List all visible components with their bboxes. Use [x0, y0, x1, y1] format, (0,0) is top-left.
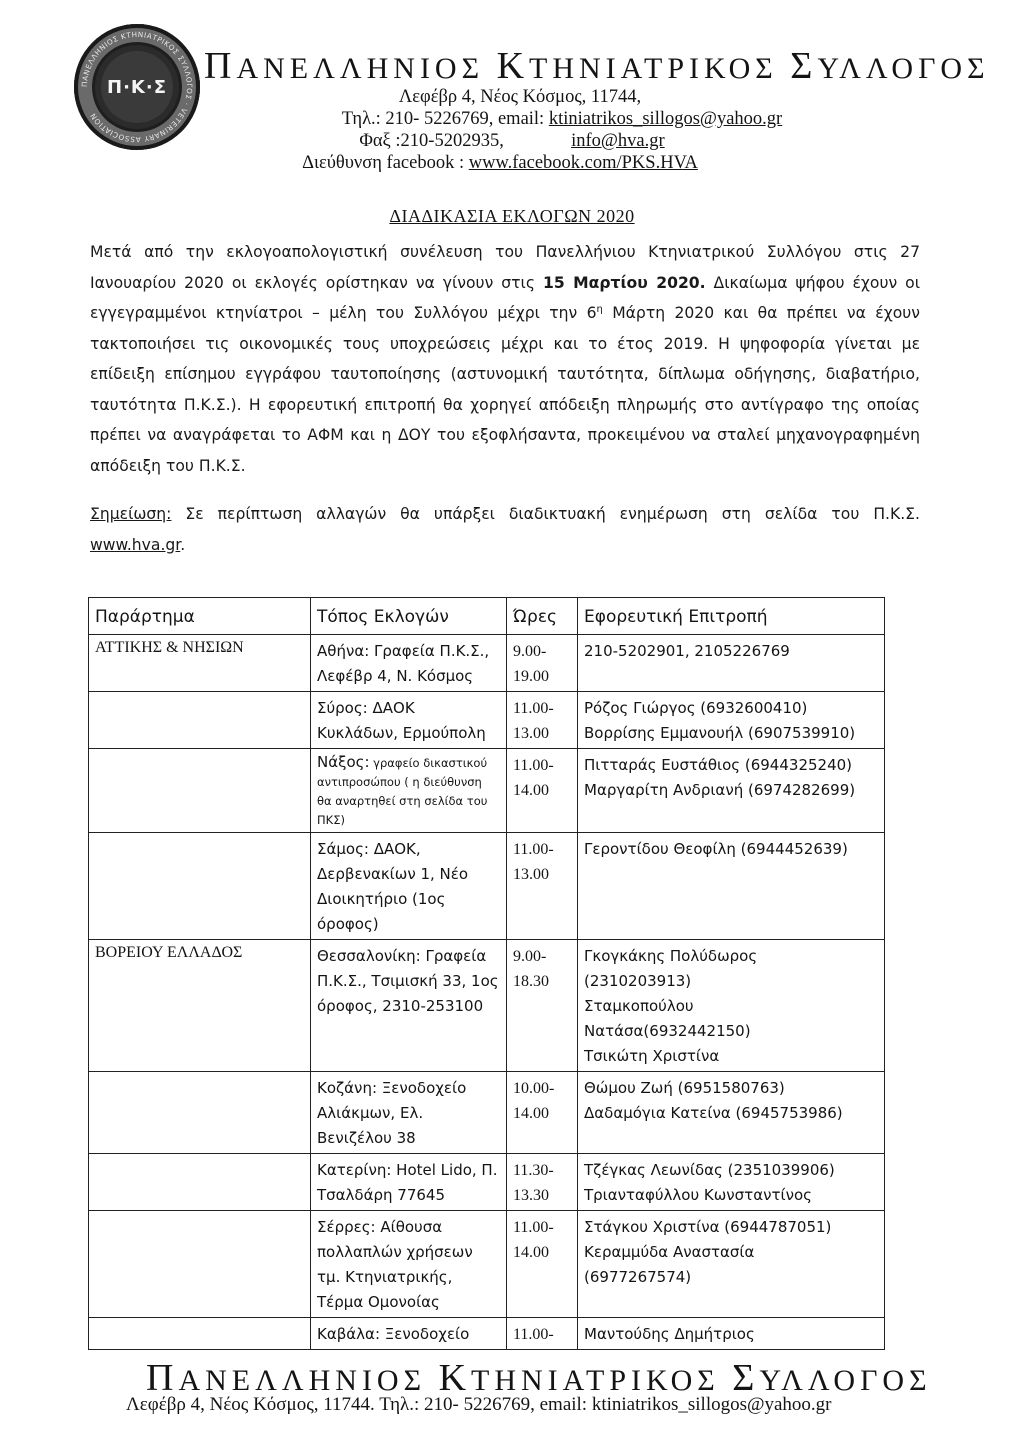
place-city: Σύρος:: [317, 699, 368, 717]
place-city: Καβάλα:: [317, 1325, 381, 1343]
place-details: ΔΑΟΚ Κυκλάδων, Ερμούπολη: [317, 699, 486, 742]
cell-branch: [89, 1072, 311, 1154]
cell-place: [311, 1211, 507, 1318]
place-details: Γραφεία Π.Κ.Σ., Τσιμισκή 33, 1ος όροφος, 2310-253100: [317, 947, 499, 1015]
place-city: Σέρρες:: [317, 1218, 376, 1236]
cell-committee: [578, 833, 885, 940]
email-link[interactable]: ktiniatrikos_sillogos@yahoo.gr: [548, 109, 783, 129]
committee-member: Βορρίσης Εμμανουήλ (6907539910): [584, 724, 856, 742]
table-body: [89, 635, 885, 1350]
place-details: Ξενοδοχείο Αλιάκμων, Ελ. Βενιζέλου 38: [317, 1079, 467, 1147]
cell-hours: [507, 1072, 578, 1154]
cell-place: [311, 940, 507, 1072]
note-text: Σε περίπτωση αλλαγών θα υπάρξει διαδικτυακή ενημέρωση στη σελίδα του Π.Κ.Σ.: [171, 505, 920, 523]
cell-place: [311, 1072, 507, 1154]
cell-branch: ΒΟΡΕΙΟΥ ΕΛΛΑΔΟΣ: [89, 940, 311, 1072]
cell-committee: [578, 940, 885, 1072]
address-text: Λεφέβρ 4, Νέος Κόσμος, 11744,: [398, 87, 642, 107]
place-city: Κατερίνη:: [317, 1161, 392, 1179]
place-city: Νάξος:: [317, 753, 370, 771]
place-details: ΔΑΟΚ, Δερβενακίων 1, Νέο Διοικητήριο (1ος όροφος): [317, 840, 469, 933]
cell-branch: [89, 1211, 311, 1318]
header-hours: Ώρες: [507, 598, 578, 635]
header-committee: Εφορευτική Επιτροπή: [578, 598, 885, 635]
cell-hours: [507, 1211, 578, 1318]
election-date: 15 Μαρτίου 2020.: [542, 273, 706, 292]
phone-text: Τηλ.: 210- 5226769, email:: [341, 109, 549, 129]
cell-place: [311, 635, 507, 692]
hours-line: 11.00-: [513, 757, 554, 774]
hours-line: 11.30-: [513, 1162, 554, 1179]
paragraph-part-3: Μάρτη 2020 και θα πρέπει να έχουν τακτοποιήσει τις οικονομικές τους υποχρεώσεις μέχρι και το έτος 2019. Η ψηφοφορία γίνεται με επίδειξη επίσημου εγγράφου ταυτοποίησης (αστυνομική ταυτότητα, δίπλωμα οδήγησης, διαβατήριο, ταυτότητα Π.Κ.Σ.). Η εφορευτική επιτροπή θα χορηγεί απόδειξη πληρωμής στο αντίγραφο της οποίας πρέπει να αναγράφεται το ΑΦΜ και η ΔΟΥ του εξοφλήσαντα, προκειμένου να σταλεί μηχανογραφημένη απόδειξη του Π.Κ.Σ.: [90, 304, 920, 475]
hours-line: 13.30: [513, 1187, 549, 1204]
footer-org-word-2: ΚΤΗΝΙΑΤΡΙΚΟΣ: [438, 1357, 720, 1399]
svg-text:ΠΑΝΕΛΛΗΝΙΟΣ ΚΤΗΝΙΑΤΡΙΚΟΣ ΣΥΛΛΟ: ΠΑΝΕΛΛΗΝΙΟΣ ΚΤΗΝΙΑΤΡΙΚΟΣ ΣΥΛΛΟΓΟΣ · VETERINARY ASSOCIATION: [79, 29, 195, 145]
website-link[interactable]: www.hva.gr: [90, 535, 181, 554]
place-city: Σάμος:: [317, 840, 369, 858]
place-city: Κοζάνη:: [317, 1079, 377, 1097]
facebook-link[interactable]: www.facebook.com/PKS.HVA: [468, 153, 698, 173]
hours-line: 11.00-: [513, 841, 554, 858]
cell-place: [311, 833, 507, 940]
header-place: Τόπος Εκλογών: [311, 598, 507, 635]
facebook-label: Διεύθυνση facebook :: [302, 153, 469, 173]
cell-branch: [89, 692, 311, 749]
committee-member: Μαντούδης Δημήτριος: [584, 1325, 755, 1343]
note-label: Σημείωση:: [90, 505, 172, 523]
cell-branch: [89, 1318, 311, 1350]
place-details: Αίθουσα πολλαπλών χρήσεων τμ. Κτηνιατρικής, Τέρμα Ομονοίας: [317, 1218, 473, 1311]
committee-member: Τσικώτη Χριστίνα: [584, 1047, 720, 1065]
hours-line: 11.00-: [513, 700, 554, 717]
paragraph-part-1: Μετά από την εκλογοαπολογιστική συνέλευση του Πανελλήνιου Κτηνιατρικού Συλλόγου στις 27 Ιανουαρίου 2020 οι εκλογές ορίστηκαν να γίνουν στις: [90, 243, 920, 292]
org-name-word-2: ΚΤΗΝΙΑΤΡΙΚΟΣ: [496, 45, 778, 87]
fax-line: [0, 131, 1024, 152]
seal-center-text: Π·Κ·Σ: [101, 51, 173, 123]
note-paragraph: [90, 499, 920, 560]
hours-line: 11.00-: [513, 1326, 554, 1343]
committee-member: (6977267574): [584, 1268, 692, 1286]
fax-text: Φαξ :210-5202935,: [359, 131, 504, 151]
cell-hours: [507, 692, 578, 749]
table-row: [89, 635, 885, 692]
election-locations-table: [88, 597, 885, 1350]
table-row: [89, 940, 885, 1072]
footer-org-word-3: ΣΥΛΛΟΓΟΣ: [732, 1357, 932, 1399]
footer-contact-line: Λεφέβρ 4, Νέος Κόσμος, 11744. Τηλ.: 210- 5226769, email: ktiniatrikos_sillogos@yahoo.gr: [126, 1394, 832, 1415]
cell-committee: [578, 635, 885, 692]
superscript: η: [596, 303, 603, 315]
header-branch: Παράρτημα: [89, 598, 311, 635]
address-line: [0, 87, 1024, 108]
paragraph-part-2: Δικαίωμα ψήφου έχουν οι εγγεγραμμένοι κτηνίατροι – μέλη του Συλλόγου μέχρι την 6: [90, 273, 921, 322]
committee-member: 210-5202901, 2105226769: [584, 642, 790, 660]
facebook-line: [0, 153, 1024, 174]
note-end: .: [180, 535, 186, 554]
footer-org-word-1: ΠΑΝΕΛΛΗΝΙΟΣ: [146, 1357, 427, 1399]
cell-committee: [578, 749, 885, 833]
committee-member: Τριανταφύλλου Κωνσταντίνος: [584, 1186, 812, 1204]
committee-member: (2310203913): [584, 972, 692, 990]
phone-email-line: [0, 109, 1024, 130]
committee-member: Σταμκοπούλου: [584, 997, 694, 1015]
hours-line: 9.00-: [513, 643, 547, 660]
body-text: [90, 237, 920, 560]
table-row: [89, 749, 885, 833]
table-row: [89, 1072, 885, 1154]
committee-member: Πιτταράς Ευστάθιος (6944325240): [584, 756, 853, 774]
committee-member: Στάγκου Χριστίνα (6944787051): [584, 1218, 832, 1236]
place-details: Ξενοδοχείο: [380, 1325, 470, 1343]
cell-committee: [578, 1211, 885, 1318]
hours-line: 13.00: [513, 725, 549, 742]
cell-branch: [89, 833, 311, 940]
committee-member: Μαργαρίτη Ανδριανή (6974282699): [584, 781, 856, 799]
table-row: [89, 1318, 885, 1350]
cell-place: [311, 692, 507, 749]
main-paragraph: [90, 237, 920, 481]
table-row: [89, 1211, 885, 1318]
org-name-header: [204, 44, 990, 88]
cell-committee: [578, 692, 885, 749]
place-city: Θεσσαλονίκη:: [317, 947, 421, 965]
cell-place: [311, 749, 507, 833]
committee-member: Τζέγκας Λεωνίδας (2351039906): [584, 1161, 835, 1179]
cell-hours: [507, 1154, 578, 1211]
cell-hours: [507, 940, 578, 1072]
info-email-link[interactable]: info@hva.gr: [571, 131, 665, 151]
committee-member: Ρόζος Γιώργος (6932600410): [584, 699, 808, 717]
hours-line: 14.00: [513, 1244, 549, 1261]
hours-line: 18.30: [513, 973, 549, 990]
cell-branch: [89, 1154, 311, 1211]
place-details: Hotel Lido, Π. Τσαλδάρη 77645: [317, 1161, 498, 1204]
committee-member: Θώμου Ζωή (6951580763): [584, 1079, 785, 1097]
table-row: [89, 1154, 885, 1211]
cell-hours: [507, 833, 578, 940]
committee-member: Κεραμμύδα Αναστασία: [584, 1243, 755, 1261]
place-details: Γραφεία Π.Κ.Σ., Λεφέβρ 4, Ν. Κόσμος: [317, 642, 490, 685]
cell-committee: [578, 1072, 885, 1154]
hours-line: 19.00: [513, 668, 549, 685]
table-header-row: [89, 598, 885, 635]
committee-member: Γεροντίδου Θεοφίλη (6944452639): [584, 840, 848, 858]
cell-place: [311, 1318, 507, 1350]
document-title: ΔΙΑΔΙΚΑΣΙΑ ΕΚΛΟΓΩΝ 2020: [389, 206, 635, 226]
hours-line: 11.00-: [513, 1219, 554, 1236]
cell-hours: [507, 749, 578, 833]
cell-place: [311, 1154, 507, 1211]
table-row: [89, 692, 885, 749]
cell-branch: ΑΤΤΙΚΗΣ & ΝΗΣΙΩΝ: [89, 635, 311, 692]
committee-member: Νατάσα(6932442150): [584, 1022, 751, 1040]
hours-line: 14.00: [513, 1105, 549, 1122]
org-name-word-1: ΠΑΝΕΛΛΗΝΙΟΣ: [204, 45, 485, 87]
table-row: [89, 833, 885, 940]
org-name-word-3: ΣΥΛΛΟΓΟΣ: [790, 45, 990, 87]
hours-line: 14.00: [513, 782, 549, 799]
hours-line: 9.00-: [513, 948, 547, 965]
place-city: Αθήνα:: [317, 642, 370, 660]
cell-hours: [507, 635, 578, 692]
cell-committee: [578, 1318, 885, 1350]
committee-member: Δαδαμόγια Κατείνα (6945753986): [584, 1104, 843, 1122]
cell-hours: [507, 1318, 578, 1350]
committee-member: Γκογκάκης Πολύδωρος: [584, 947, 758, 965]
cell-branch: [89, 749, 311, 833]
hours-line: 13.00: [513, 866, 549, 883]
hours-line: 10.00-: [513, 1080, 555, 1097]
cell-committee: [578, 1154, 885, 1211]
place-details: γραφείο δικαστικού αντιπροσώπου ( η διεύθυνση θα αναρτηθεί στη σελίδα του ΠΚΣ): [317, 756, 488, 827]
